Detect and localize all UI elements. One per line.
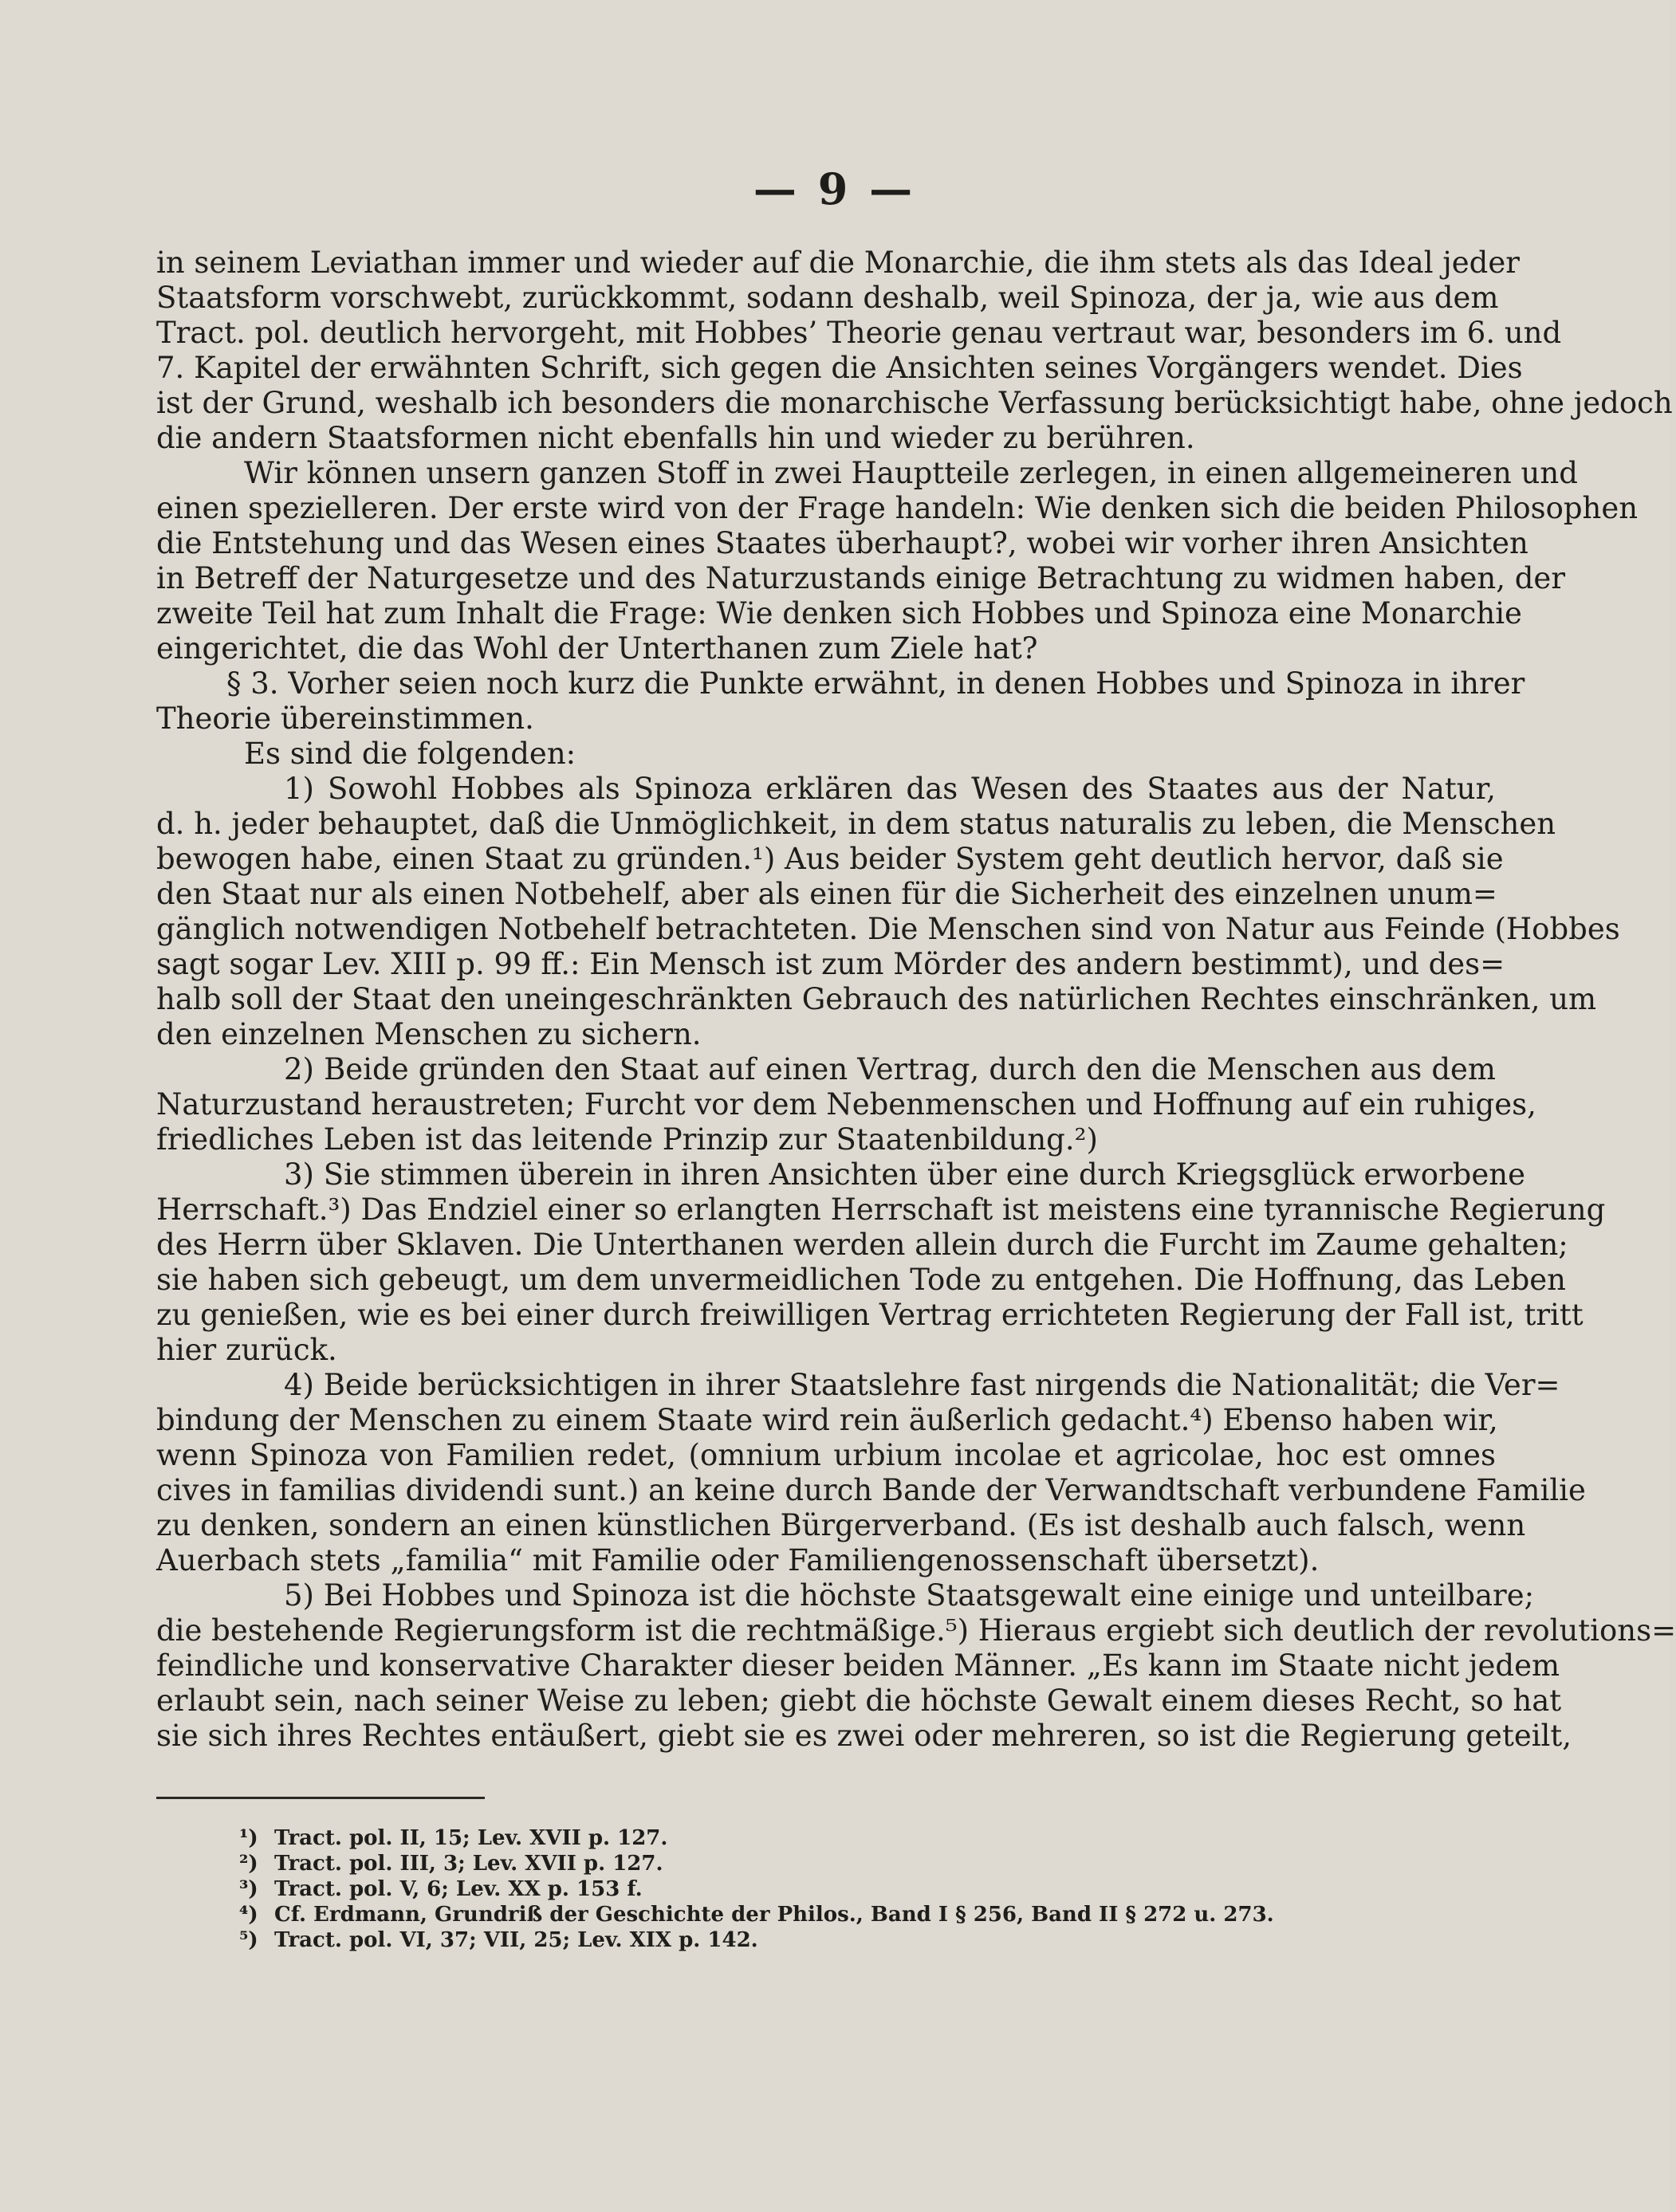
footnote-marker: ¹) xyxy=(239,1826,258,1850)
footnote xyxy=(239,1927,1435,1953)
text-line: zu denken, sondern an einen künstlichen Bürgerverband. (Es ist deshalb auch falsch, wenn xyxy=(156,1508,1526,1542)
text-line: Tract. pol. deutlich hervorgeht, mit Hobbes’ Theorie genau vertraut war, besonders im 6. und xyxy=(156,316,1562,350)
footnotes xyxy=(239,1825,1435,1953)
text-line: hier zurück. xyxy=(156,1333,337,1367)
text-line: sie haben sich gebeugt, um dem unvermeidlichen Tode zu entgehen. Die Hoffnung, das Leben xyxy=(156,1263,1567,1297)
text-line: § 3. Vorher seien noch kurz die Punkte erwähnt, in denen Hobbes und Spinoza in ihrer xyxy=(226,666,1525,701)
text-line: Theorie übereinstimmen. xyxy=(156,701,534,736)
text-line: feindliche und konservative Charakter dieser beiden Männer. „Es kann im Staate nicht jedem xyxy=(156,1648,1560,1683)
text-line: d. h. jeder behauptet, daß die Unmöglichkeit, in dem status naturalis zu leben, die Menschen xyxy=(156,807,1556,841)
text-line: Staatsform vorschwebt, zurückkommt, sodann deshalb, weil Spinoza, der ja, wie aus dem xyxy=(156,281,1499,315)
text-line: erlaubt sein, nach seiner Weise zu leben; giebt die höchste Gewalt einem dieses Recht, so hat xyxy=(156,1684,1562,1718)
text-line: 7. Kapitel der erwähnten Schrift, sich gegen die Ansichten seines Vorgängers wendet. Dies xyxy=(156,351,1523,385)
footnote xyxy=(239,1902,1435,1927)
text-line: 5) Bei Hobbes und Spinoza ist die höchste Staatsgewalt eine einige und unteilbare; xyxy=(284,1578,1535,1613)
text-line: gänglich notwendigen Notbehelf betrachteten. Die Menschen sind von Natur aus Feinde (Hobbes xyxy=(156,912,1620,946)
text-line: Auerbach stets „familia“ mit Familie oder Familiengenossenschaft übersetzt). xyxy=(156,1543,1320,1577)
text-line: die bestehende Regierungsform ist die rechtmäßige.⁵) Hieraus ergiebt sich deutlich der revolutions= xyxy=(156,1613,1676,1648)
footnote-marker: ²) xyxy=(239,1852,258,1876)
text-line: Es sind die folgenden: xyxy=(244,737,576,771)
footnote-separator xyxy=(156,1797,485,1799)
text-line: 2) Beide gründen den Staat auf einen Vertrag, durch den die Menschen aus dem xyxy=(284,1052,1496,1086)
text-line: bindung der Menschen zu einem Staate wird rein äußerlich gedacht.⁴) Ebenso haben wir, xyxy=(156,1403,1498,1437)
text-line: halb soll der Staat den uneingeschränkten Gebrauch des natürlichen Rechtes einschränken, um xyxy=(156,982,1597,1016)
text-line: 3) Sie stimmen überein in ihren Ansichten über eine durch Kriegsglück erworbene xyxy=(284,1157,1525,1192)
text-line: friedliches Leben ist das leitende Prinzip zur Staatenbildung.²) xyxy=(156,1122,1098,1157)
footnote-text: Tract. pol. V, 6; Lev. XX p. 153 f. xyxy=(274,1877,643,1901)
text-line: Herrschaft.³) Das Endziel einer so erlangten Herrschaft ist meistens eine tyrannische Regierung xyxy=(156,1192,1606,1227)
page-number: — 9 — xyxy=(753,163,916,214)
text-line: die Entstehung und das Wesen eines Staates überhaupt?, wobei wir vorher ihren Ansichten xyxy=(156,526,1528,560)
footnote xyxy=(239,1825,1435,1851)
text-line: sagt sogar Lev. XIII p. 99 ff.: Ein Mensch ist zum Mörder des andern bestimmt), und des= xyxy=(156,947,1505,981)
text-line: den Staat nur als einen Notbehelf, aber als einen für die Sicherheit des einzelnen unum= xyxy=(156,877,1497,911)
footnote-marker: ⁴) xyxy=(239,1903,258,1927)
text-line: 4) Beide berücksichtigen in ihrer Staatslehre fast nirgends die Nationalität; die Ver= xyxy=(284,1368,1560,1402)
text-line: des Herrn über Sklaven. Die Unterthanen werden allein durch die Furcht im Zaume gehalten; xyxy=(156,1228,1568,1262)
footnote-text: Tract. pol. II, 15; Lev. XVII p. 127. xyxy=(274,1826,668,1850)
footnote-marker: ³) xyxy=(239,1877,258,1901)
text-line: einen spezielleren. Der erste wird von der Frage handeln: Wie denken sich die beiden Philosophen xyxy=(156,491,1639,525)
text-line: eingerichtet, die das Wohl der Unterthanen zum Ziele hat? xyxy=(156,631,1038,666)
footnote-text: Cf. Erdmann, Grundriß der Geschichte der Philos., Band I § 256, Band II § 272 u. 273. xyxy=(274,1903,1274,1927)
text-line: ist der Grund, weshalb ich besonders die monarchische Verfassung berücksichtigt habe, ohne jedoch xyxy=(156,386,1673,420)
footnote xyxy=(239,1851,1435,1876)
footnote-text: Tract. pol. III, 3; Lev. XVII p. 127. xyxy=(274,1852,663,1876)
text-line: wenn Spinoza von Familien redet, (omnium urbium incolae et agricolae, hoc est omnes xyxy=(156,1438,1496,1472)
body-text xyxy=(156,246,1676,1754)
text-line: den einzelnen Menschen zu sichern. xyxy=(156,1017,702,1051)
text-line: in seinem Leviathan immer und wieder auf die Monarchie, die ihm stets als das Ideal jeder xyxy=(156,246,1520,280)
text-line: zu genießen, wie es bei einer durch freiwilligen Vertrag errichteten Regierung der Fall ist, tritt xyxy=(156,1298,1584,1332)
text-line: zweite Teil hat zum Inhalt die Frage: Wie denken sich Hobbes und Spinoza eine Monarchie xyxy=(156,596,1522,631)
text-line: in Betreff der Naturgesetze und des Naturzustands einige Betrachtung zu widmen haben, der xyxy=(156,561,1566,595)
text-line: Wir können unsern ganzen Stoff in zwei Hauptteile zerlegen, in einen allgemeineren und xyxy=(244,456,1578,490)
footnote-marker: ⁵) xyxy=(239,1928,258,1952)
text-line: Naturzustand heraustreten; Furcht vor dem Nebenmenschen und Hoffnung auf ein ruhiges, xyxy=(156,1087,1536,1122)
text-line: bewogen habe, einen Staat zu gründen.¹) Aus beider System geht deutlich hervor, daß sie xyxy=(156,842,1504,876)
text-line: 1) Sowohl Hobbes als Spinoza erklären das Wesen des Staates aus der Natur, xyxy=(284,772,1496,806)
text-line: sie sich ihres Rechtes entäußert, giebt sie es zwei oder mehreren, so ist die Regierung geteilt, xyxy=(156,1719,1572,1753)
text-line: cives in familias dividendi sunt.) an keine durch Bande der Verwandtschaft verbundene Familie xyxy=(156,1473,1586,1507)
footnote xyxy=(239,1876,1435,1902)
text-line: die andern Staatsformen nicht ebenfalls hin und wieder zu berühren. xyxy=(156,421,1195,455)
footnote-text: Tract. pol. VI, 37; VII, 25; Lev. XIX p. 142. xyxy=(274,1928,758,1952)
